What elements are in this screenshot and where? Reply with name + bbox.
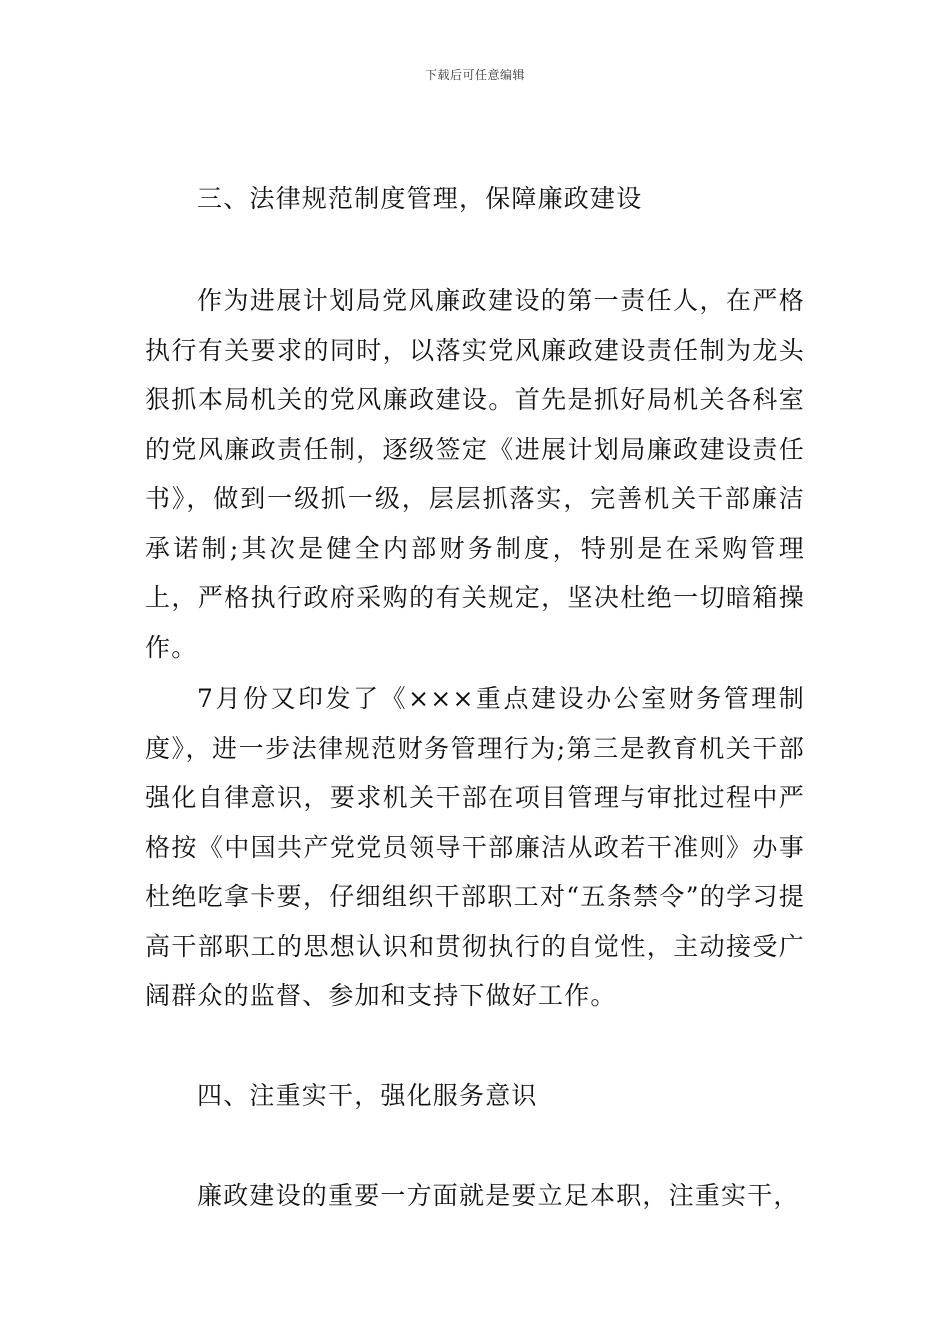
paragraph-1: 作为进展计划局党风廉政建设的第一责任人，在严格执行有关要求的同时，以落实党风廉政建设责任制为龙头狠抓本局机关的党风廉政建设。首先是抓好局机关各科室的党风廉政责任制，逐级签定《进展计划局廉政建设责任书》，做到一级抓一级，层层抓落实，完善机关干部廉洁承诺制;其次是健全内部财务制度，特别是在采购管理上，严格执行政府采购的有关规定，坚决杜绝一切暗箱操作。 xyxy=(145,286,805,662)
paragraph-3: 廉政建设的重要一方面就是要立足本职，注重实干， xyxy=(197,1181,800,1210)
section-heading-3: 三、法律规范制度管理，保障廉政建设 xyxy=(197,184,643,213)
section-heading-4: 四、注重实干，强化服务意识 xyxy=(197,1081,538,1110)
header-note: 下载后可任意编辑 xyxy=(424,68,525,82)
paragraph-2: 7月份又印发了《×××重点建设办公室财务管理制度》，进一步法律规范财务管理行为;第三是教育机关干部强化自律意识，要求机关干部在项目管理与审批过程中严格按《中国共产党党员领导干部廉洁从政若干准则》办事杜绝吃拿卡要，仔细组织干部职工对“五条禁令”的学习提高干部职工的思想认识和贯彻执行的自觉性，主动接受广阔群众的监督、参加和支持下做好工作。 xyxy=(145,684,805,1010)
